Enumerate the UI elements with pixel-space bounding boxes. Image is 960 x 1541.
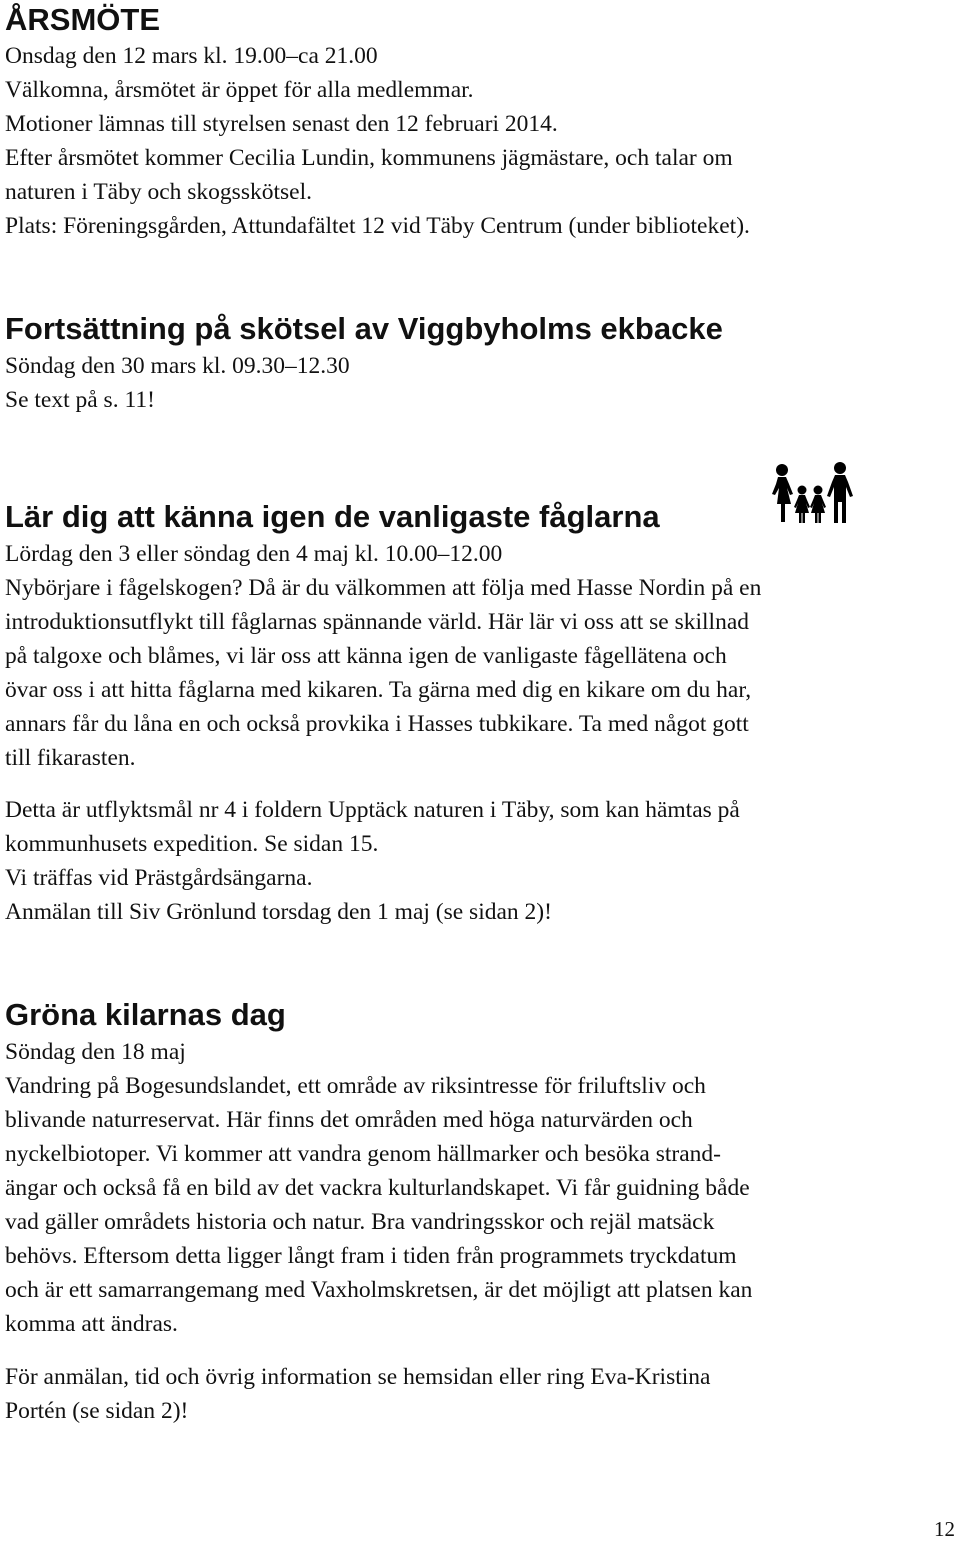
text-line: Söndag den 30 mars kl. 09.30–12.30: [5, 353, 350, 379]
text-line: introduktionsutflykt till fåglarnas spännande värld. Här lär vi oss att se skillnad: [5, 609, 750, 635]
section-heading-ekbacke: Fortsättning på skötsel av Viggbyholms ekbacke: [5, 311, 723, 346]
section-heading-arsmote: ÅRSMÖTE: [5, 2, 160, 37]
text-line: på talgoxe och blåmes, vi lär oss att känna igen de vanligaste fågellätena och: [5, 643, 727, 669]
text-line: Lördag den 3 eller söndag den 4 maj kl. 10.00–12.00: [5, 541, 503, 567]
text-line: nyckelbiotoper. Vi kommer att vandra genom hällmarker och besöka strand-: [5, 1141, 721, 1167]
text-line: till fikarasten.: [5, 745, 136, 771]
text-line: Plats: Föreningsgården, Attundafältet 12 vid Täby Centrum (under biblioteket).: [5, 213, 750, 239]
text-line: blivande naturreservat. Här finns det områden med höga naturvärden och: [5, 1107, 693, 1133]
text-line: annars får du låna en och också provkika i Hasses tubkikare. Ta med något gott: [5, 711, 749, 737]
text-line: kommunhusets expedition. Se sidan 15.: [5, 831, 379, 857]
section-heading-faglarna: Lär dig att känna igen de vanligaste fåglarna: [5, 499, 660, 534]
family-icon: [762, 460, 860, 526]
text-line: Efter årsmötet kommer Cecilia Lundin, kommunens jägmästare, och talar om: [5, 145, 733, 171]
text-line: Detta är utflyktsmål nr 4 i foldern Upptäck naturen i Täby, som kan hämtas på: [5, 797, 740, 823]
text-line: Vi träffas vid Prästgårdsängarna.: [5, 865, 313, 891]
text-line: Söndag den 18 maj: [5, 1039, 186, 1065]
text-line: ängar och också få en bild av det vackra kulturlandskapet. Vi får guidning både: [5, 1175, 750, 1201]
text-line: Vandring på Bogesundslandet, ett område av riksintresse för friluftsliv och: [5, 1073, 706, 1099]
text-line: naturen i Täby och skogsskötsel.: [5, 179, 312, 205]
text-line: Portén (se sidan 2)!: [5, 1398, 189, 1424]
text-line: Välkomna, årsmötet är öppet för alla medlemmar.: [5, 77, 474, 103]
text-line: För anmälan, tid och övrig information se hemsidan eller ring Eva-Kristina: [5, 1364, 711, 1390]
text-line: komma att ändras.: [5, 1311, 178, 1337]
text-line: Motioner lämnas till styrelsen senast den 12 februari 2014.: [5, 111, 558, 137]
text-line: och är ett samarrangemang med Vaxholmskretsen, är det möjligt att platsen kan: [5, 1277, 753, 1303]
text-line: Anmälan till Siv Grönlund torsdag den 1 maj (se sidan 2)!: [5, 899, 552, 925]
text-line: övar oss i att hitta fåglarna med kikaren. Ta gärna med dig en kikare om du har,: [5, 677, 752, 703]
text-line: behövs. Eftersom detta ligger långt fram i tiden från programmets tryckdatum: [5, 1243, 737, 1269]
section-heading-grona-kilarnas-dag: Gröna kilarnas dag: [5, 997, 286, 1032]
text-line: Se text på s. 11!: [5, 387, 155, 413]
text-line: Nybörjare i fågelskogen? Då är du välkommen att följa med Hasse Nordin på en: [5, 575, 762, 601]
text-line: Onsdag den 12 mars kl. 19.00–ca 21.00: [5, 43, 378, 69]
page-number: 12: [934, 1517, 955, 1541]
text-line: vad gäller områdets historia och natur. Bra vandringsskor och rejäl matsäck: [5, 1209, 715, 1235]
